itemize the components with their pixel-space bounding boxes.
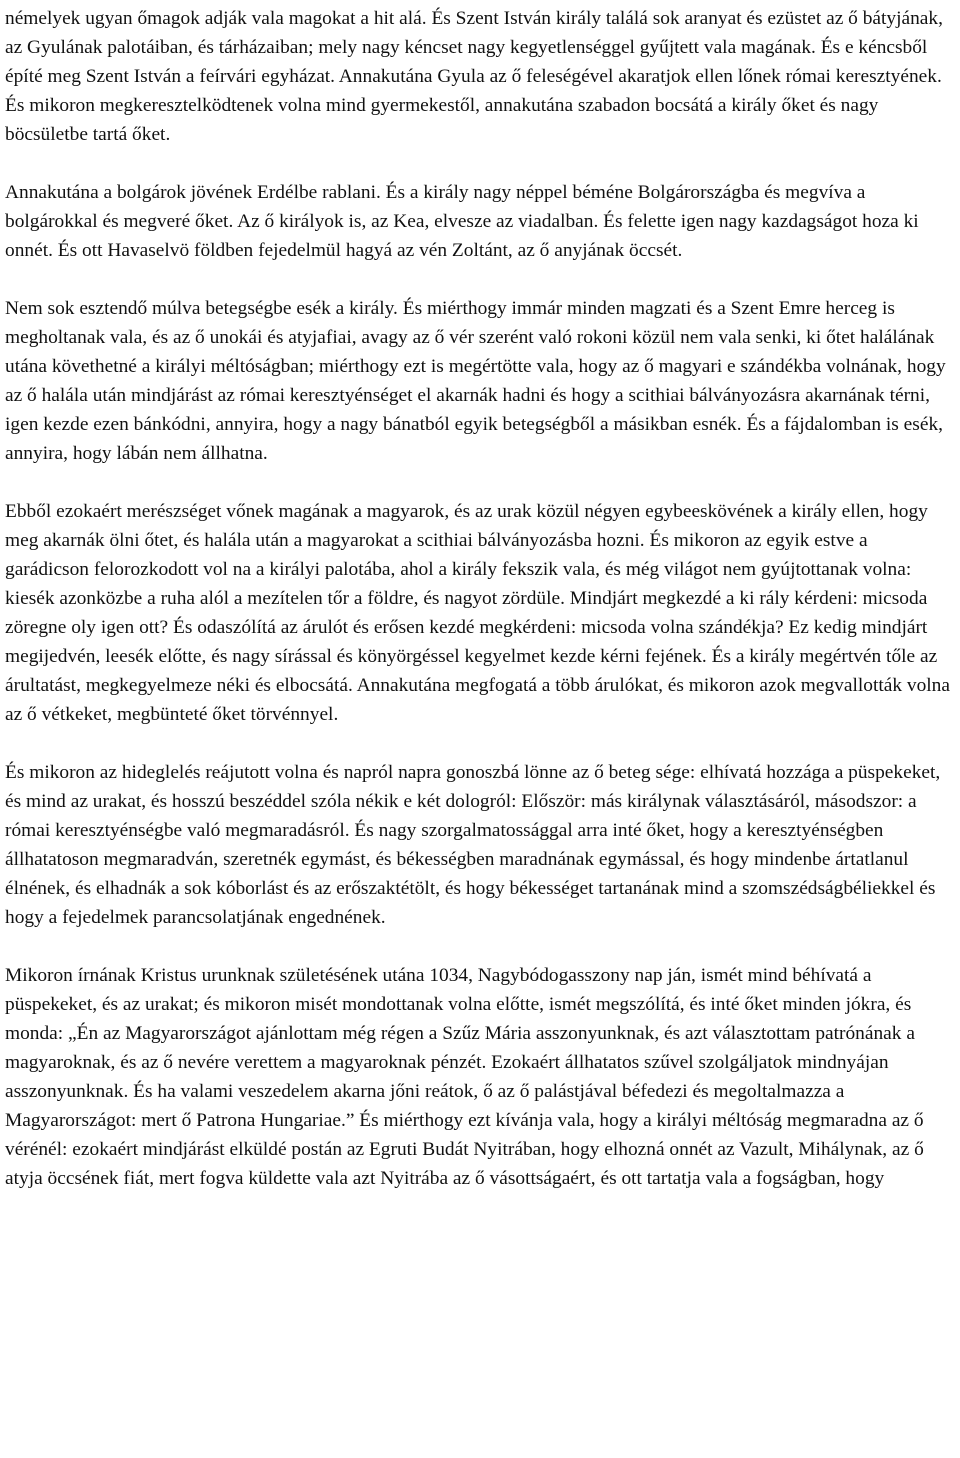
paragraph-1: némelyek ugyan őmagok adják vala magokat a hit alá. És Szent István király találá sok aranyat és ezüstet az ő bátyjának, az Gyulának palotáiban, és tárházaiban; mely nagy kéncset nagy kegyetlenséggel gyűjtett vala magának. És e kéncsből építé meg Szent István a feírvári egyházat. Annakutána Gyula az ő feleségével akaratjok ellen lőnek római keresztyének. És mikoron megkeresztelködtenek volna mind gyermekestől, annakutána szabadon bocsátá a király őket és nagy böcsületbe tartá őket. <box>5 8 943 145</box>
paragraph-6: Mikoron írnának Kristus urunknak születésének utána 1034, Nagybódogasszony nap ján, ismét mind béhívatá a püspekeket, és az urakat; és mikoron misét mondottanak volna előtte, ismét megszólítá, és inté őket minden jókra, és monda: „Én az Magyarországot ajánlottam még régen a Szűz Mária asszonyunknak, és azt választottam patrónának a magyaroknak, és az ő nevére verettem a magyaroknak pénzét. Ezokaért állhatatos szűvel szolgáljatok mindnyájan asszonyunknak. És ha valami veszedelem akarna jőni reátok, ő az ő palástjával béfedezi és megoltalmazza a Magyarországot: mert ő Patrona Hungariae.” És miérthogy ezt kívánja vala, hogy a királyi méltóság megmaradna az ő vérénél: ezokaért mindjárást elküldé postán az Egruti Budát Nyitrában, hogy elhozná onnét az Vazult, Mihálynak, az ő atyja öccsének fiát, mert fogva küldette vala azt Nyitrába az ő vásottságaért, és ott tartatja vala a fogságban, hogy <box>5 965 924 1189</box>
paragraph-5: És mikoron az hideglelés reájutott volna és napról napra gonoszbá lönne az ő beteg sége: elhívatá hozzága a püspekeket, és mind az urakat, és hosszú beszéddel szóla nékik e két dologról: Először: más királynak választásáról, másodszor: a római keresztyénségbe való megmaradásról. És nagy szorgalmatossággal arra inté őket, hogy a keresztyénségben állhatatoson megmaradván, szeretnék egymást, és békességben maradnának egymással, és hogy mindenbe ártatlanul élnének, és elhadnák a sok kóborlást és az erőszaktétölt, és hogy békességet tartanának mind a szomszédságbéliekkel és hogy a fejedelmek parancsolatjának engednének. <box>5 762 941 928</box>
paragraph-2: Annakutána a bolgárok jövének Erdélbe rablani. És a király nagy néppel béméne Bolgárországba és megvíva a bolgárokkal és megveré őket. Az ő királyok is, az Kea, elvesze az viadalban. És felette igen nagy kazdagságot hoza ki onnét. És ott Havaselvö földben fejedelmül hagyá az vén Zoltánt, az ő anyjának öccsét. <box>5 182 919 261</box>
paragraph-3: Nem sok esztendő múlva betegségbe esék a király. És miérthogy immár minden magzati és a Szent Emre herceg is megholtanak vala, és az ő unokái és atyjafiai, avagy az ő vér szerént való rokoni közül nem vala senki, ki őtet halálának utána követhetné a királyi méltóságban; miérthogy ezt is megértötte vala, hogy az ő magyari e szándékba volnának, hogy az ő halála után mindjárást az római keresztyénséget el akarnák hadni és hogy a scithiai bálványozásra akarnának térni, igen kezde ezen bánkódni, annyira, hogy a nagy bánatból egyik betegségből a másikban esnék. És a fájdalomban is esék, annyira, hogy lábán nem állhatna. <box>5 298 946 464</box>
paragraph-4: Ebből ezokaért merészséget vőnek magának a magyarok, és az urak közül négyen egybeeskövének a király ellen, hogy meg akarnák ölni őtet, és halála után a magyarokat a scithiai bálványozásba hozni. És mikoron az egyik estve a garádicson felorozkodott vol na a királyi palotába, ahol a király fekszik vala, és még világot nem gyújtottanak volna: kiesék azonközbe a ruha alól a mezítelen tőr a földre, és nagyot zördüle. Mindjárt megkezdé a ki rály kérdeni: micsoda zöregne oly igen ott? És odaszólítá az árulót és erősen kezdé megkérdeni: micsoda volna szándékja? Ez kedig mindjárt megijedvén, leesék előtte, és nagy sírással és könyörgéssel kegyelmet kezde kérni fejének. És a király megértvén tőle az árultatást, megkegyelmeze néki és elbocsátá. Annakutána megfogatá a több árulókat, és mikoron azok megvallották volna az ő vétkeket, megbünteté őket törvénnyel. <box>5 501 950 725</box>
